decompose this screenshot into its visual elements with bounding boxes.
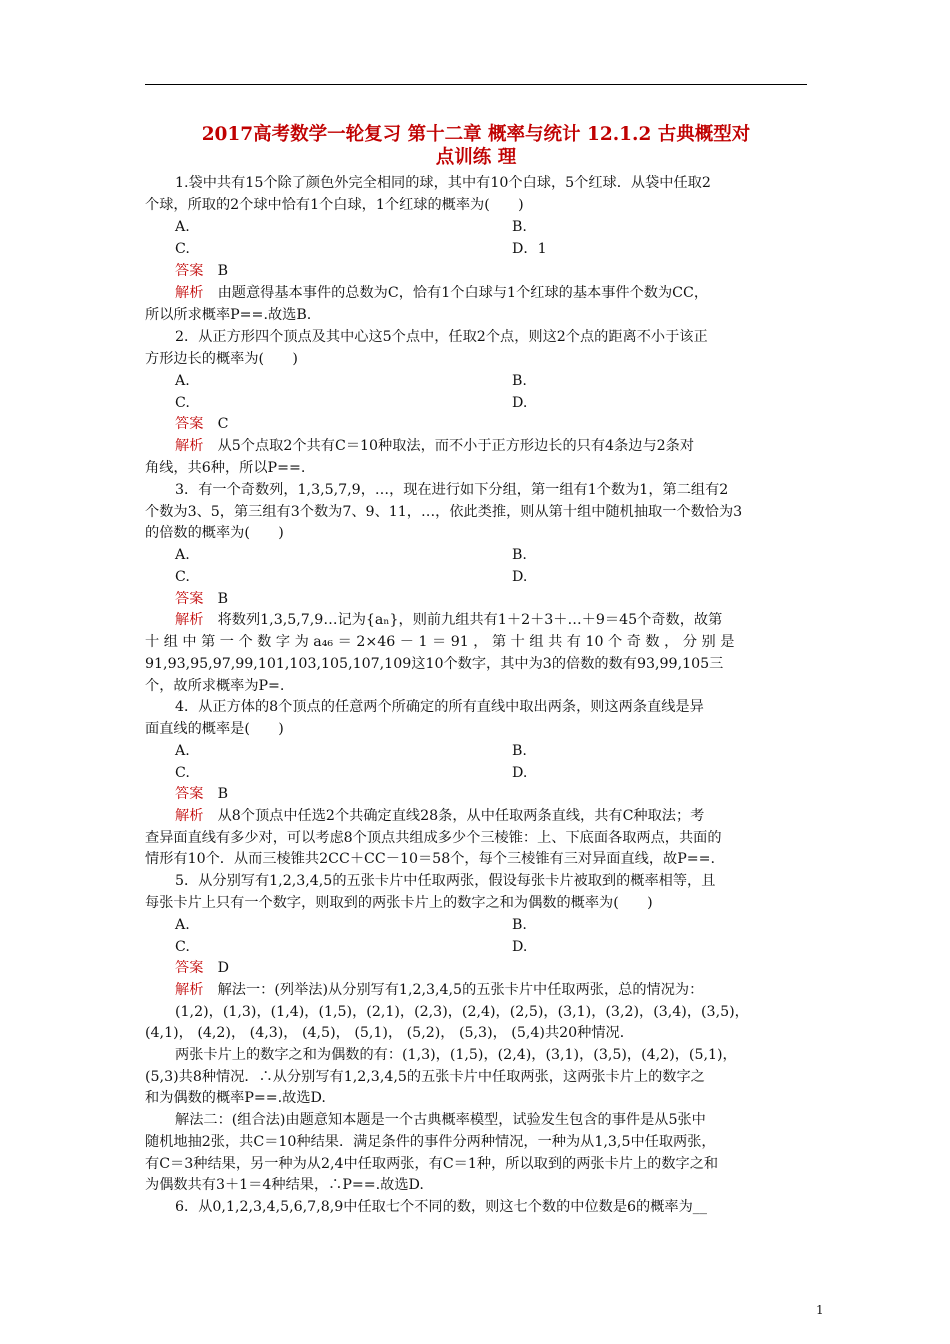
- q5-analysis-6: 和为偶数的概率P==.故选D.: [145, 1090, 326, 1106]
- analysis-label: 解析: [175, 438, 204, 454]
- q1-line-2: 个球，所取的2个球中恰有1个白球，1个红球的概率为( ): [145, 197, 524, 213]
- q4-option-a: A.: [175, 743, 190, 759]
- q2-answer: [175, 413, 807, 435]
- q4-line-2: 面直线的概率是( ): [145, 721, 284, 737]
- q3-option-c: C.: [175, 569, 190, 585]
- q3-option-a: A.: [175, 547, 190, 563]
- analysis-label: 解析: [175, 612, 204, 628]
- q4-analysis-text-1: 从8个顶点中任选2个共确定直线28条，从中任取两条直线，共有C种取法；考: [217, 808, 705, 824]
- q5-answer-value: D: [217, 960, 229, 976]
- q3-option-b: B.: [512, 547, 527, 563]
- q1-analysis-1: [175, 282, 807, 304]
- page-number: 1: [816, 1303, 824, 1317]
- q1-option-a: A.: [175, 219, 190, 235]
- q1-option-c: C.: [175, 241, 190, 257]
- q3-analysis-1: [175, 609, 807, 631]
- q3-answer-value: B: [217, 591, 229, 607]
- q4-answer-value: B: [217, 786, 229, 802]
- title-line-2: 点训练 理: [435, 147, 517, 168]
- q2-analysis-2: 角线，共6种，所以P==.: [145, 460, 306, 476]
- q5-analysis-3: (4,1)， (4,2)， (4,3)， (4,5)， (5,1)， (5,2)， (5,3)， (5,4)共20种情况．: [145, 1025, 634, 1041]
- q4-analysis-1: [175, 805, 807, 827]
- q2-line-2: 方形边长的概率为( ): [145, 351, 298, 367]
- q1-option-b: B.: [512, 219, 527, 235]
- header-rule: [145, 84, 807, 85]
- q5-analysis-5: (5,3)共8种情况．∴从分别写有1,2,3,4,5的五张卡片中任取两张，这两张卡片上的数字之: [145, 1069, 705, 1085]
- title-line-1: 2017高考数学一轮复习 第十二章 概率与统计 12.1.2 古典概型对: [201, 124, 751, 145]
- q3-analysis-3: 91,93,95,97,99,101,103,105,107,109这10个数字，其中为3的倍数的数有93,99,105三: [145, 656, 724, 672]
- answer-label: 答案: [175, 263, 204, 279]
- q5-analysis-4: 两张卡片上的数字之和为偶数的有：(1,3)，(1,5)，(2,4)，(3,1)，(3,5)，(4,2)，(5,1)，: [175, 1047, 737, 1063]
- q1-answer-value: B: [217, 263, 229, 279]
- answer-label: 答案: [175, 786, 204, 802]
- q5-analysis-7: 解法二：(组合法)由题意知本题是一个古典概率模型，试验发生包含的事件是从5张中: [175, 1112, 706, 1128]
- q4-analysis-3: 情形有10个．从而三棱锥共2CC＋CC－10＝58个，每个三棱锥有三对异面直线，故P==.: [145, 851, 716, 867]
- q5-option-b: B.: [512, 917, 527, 933]
- q3-analysis-4: 个，故所求概率为P=.: [145, 678, 285, 694]
- q4-line-1: 4．从正方体的8个顶点的任意两个所确定的所有直线中取出两条，则这两条直线是异: [175, 699, 704, 715]
- q5-option-c: C.: [175, 939, 190, 955]
- q1-line-1: 1.袋中共有15个除了颜色外完全相同的球，其中有10个白球，5个红球．从袋中任取2: [175, 175, 711, 191]
- analysis-label: 解析: [175, 982, 204, 998]
- answer-label: 答案: [175, 416, 204, 432]
- q3-line-3: 的倍数的概率为( ): [145, 525, 284, 541]
- q3-line-2: 个数为3、5，第三组有3个数为7、9、11，…，依此类推，则从第十组中随机抽取一个数恰为3: [145, 504, 743, 520]
- q5-analysis-8: 随机地抽2张，共C＝10种结果．满足条件的事件分两种情况，一种为从1,3,5中任取两张，: [145, 1134, 716, 1150]
- analysis-label: 解析: [175, 285, 204, 301]
- q4-answer: [175, 783, 807, 805]
- q5-line-1: 5．从分别写有1,2,3,4,5的五张卡片中任取两张，假设每张卡片被取到的概率相等，且: [175, 873, 716, 889]
- q3-analysis-2: 十 组 中 第 一 个 数 字 为 a₄₆ ＝ 2×46 － 1 ＝ 91 ， 第 十 组 共 有 10 个 奇 数 ， 分 别 是: [145, 634, 735, 650]
- q4-option-d: D.: [512, 765, 528, 781]
- q5-analysis-9: 有C＝3种结果，另一种为从2,4中任取两张，有C＝1种，所以取到的两张卡片上的数字之和: [145, 1156, 719, 1172]
- q5-option-d: D.: [512, 939, 528, 955]
- q2-option-a: A.: [175, 373, 190, 389]
- q2-option-c: C.: [175, 395, 190, 411]
- q1-option-d: D．1: [512, 241, 547, 257]
- q1-analysis-2: 所以所求概率P==.故选B.: [145, 307, 312, 323]
- q2-line-1: 2．从正方形四个顶点及其中心这5个点中，任取2个点，则这2个点的距离不小于该正: [175, 329, 708, 345]
- q6-line-1: 6．从0,1,2,3,4,5,6,7,8,9中任取七个不同的数，则这七个数的中位数是6的概率为__: [175, 1199, 707, 1215]
- q4-option-b: B.: [512, 743, 527, 759]
- q5-analysis-1: [175, 979, 807, 1001]
- q1-answer: [175, 260, 807, 282]
- answer-label: 答案: [175, 591, 204, 607]
- q3-answer: [175, 588, 807, 610]
- q5-option-a: A.: [175, 917, 190, 933]
- q2-option-d: D.: [512, 395, 528, 411]
- q3-analysis-text-1: 将数列1,3,5,7,9…记为{aₙ}，则前九组共有1＋2＋3＋…＋9＝45个奇数，故第: [217, 612, 723, 628]
- q5-line-2: 每张卡片上只有一个数字，则取到的两张卡片上的数字之和为偶数的概率为( ): [145, 895, 653, 911]
- q2-analysis-1: [175, 435, 807, 457]
- q5-answer: [175, 957, 807, 979]
- q3-line-1: 3．有一个奇数列，1,3,5,7,9，…，现在进行如下分组，第一组有1个数为1，第二组有2: [175, 482, 729, 498]
- q5-analysis-2: (1,2)，(1,3)，(1,4)，(1,5)，(2,1)，(2,3)，(2,4)，(2,5)，(3,1)，(3,2)，(3,4)，(3,5)，: [175, 1004, 749, 1020]
- q5-analysis-10: 为偶数共有3＋1＝4种结果，∴P==.故选D.: [145, 1177, 424, 1193]
- analysis-label: 解析: [175, 808, 204, 824]
- q5-analysis-text-1: 解法一：(列举法)从分别写有1,2,3,4,5的五张卡片中任取两张，总的情况为：: [217, 982, 704, 998]
- q2-analysis-text-1: 从5个点取2个共有C＝10种取法，而不小于正方形边长的只有4条边与2条对: [217, 438, 695, 454]
- q1-analysis-text-1: 由题意得基本事件的总数为C，恰有1个白球与1个红球的基本事件个数为CC，: [217, 285, 709, 301]
- document-title: [145, 123, 807, 169]
- q4-analysis-2: 查异面直线有多少对，可以考虑8个顶点共组成多少个三棱锥：上、下底面各取两点，共面的: [145, 830, 722, 846]
- q4-option-c: C.: [175, 765, 190, 781]
- q2-option-b: B.: [512, 373, 527, 389]
- q3-option-d: D.: [512, 569, 528, 585]
- q2-answer-value: C: [217, 416, 229, 432]
- answer-label: 答案: [175, 960, 204, 976]
